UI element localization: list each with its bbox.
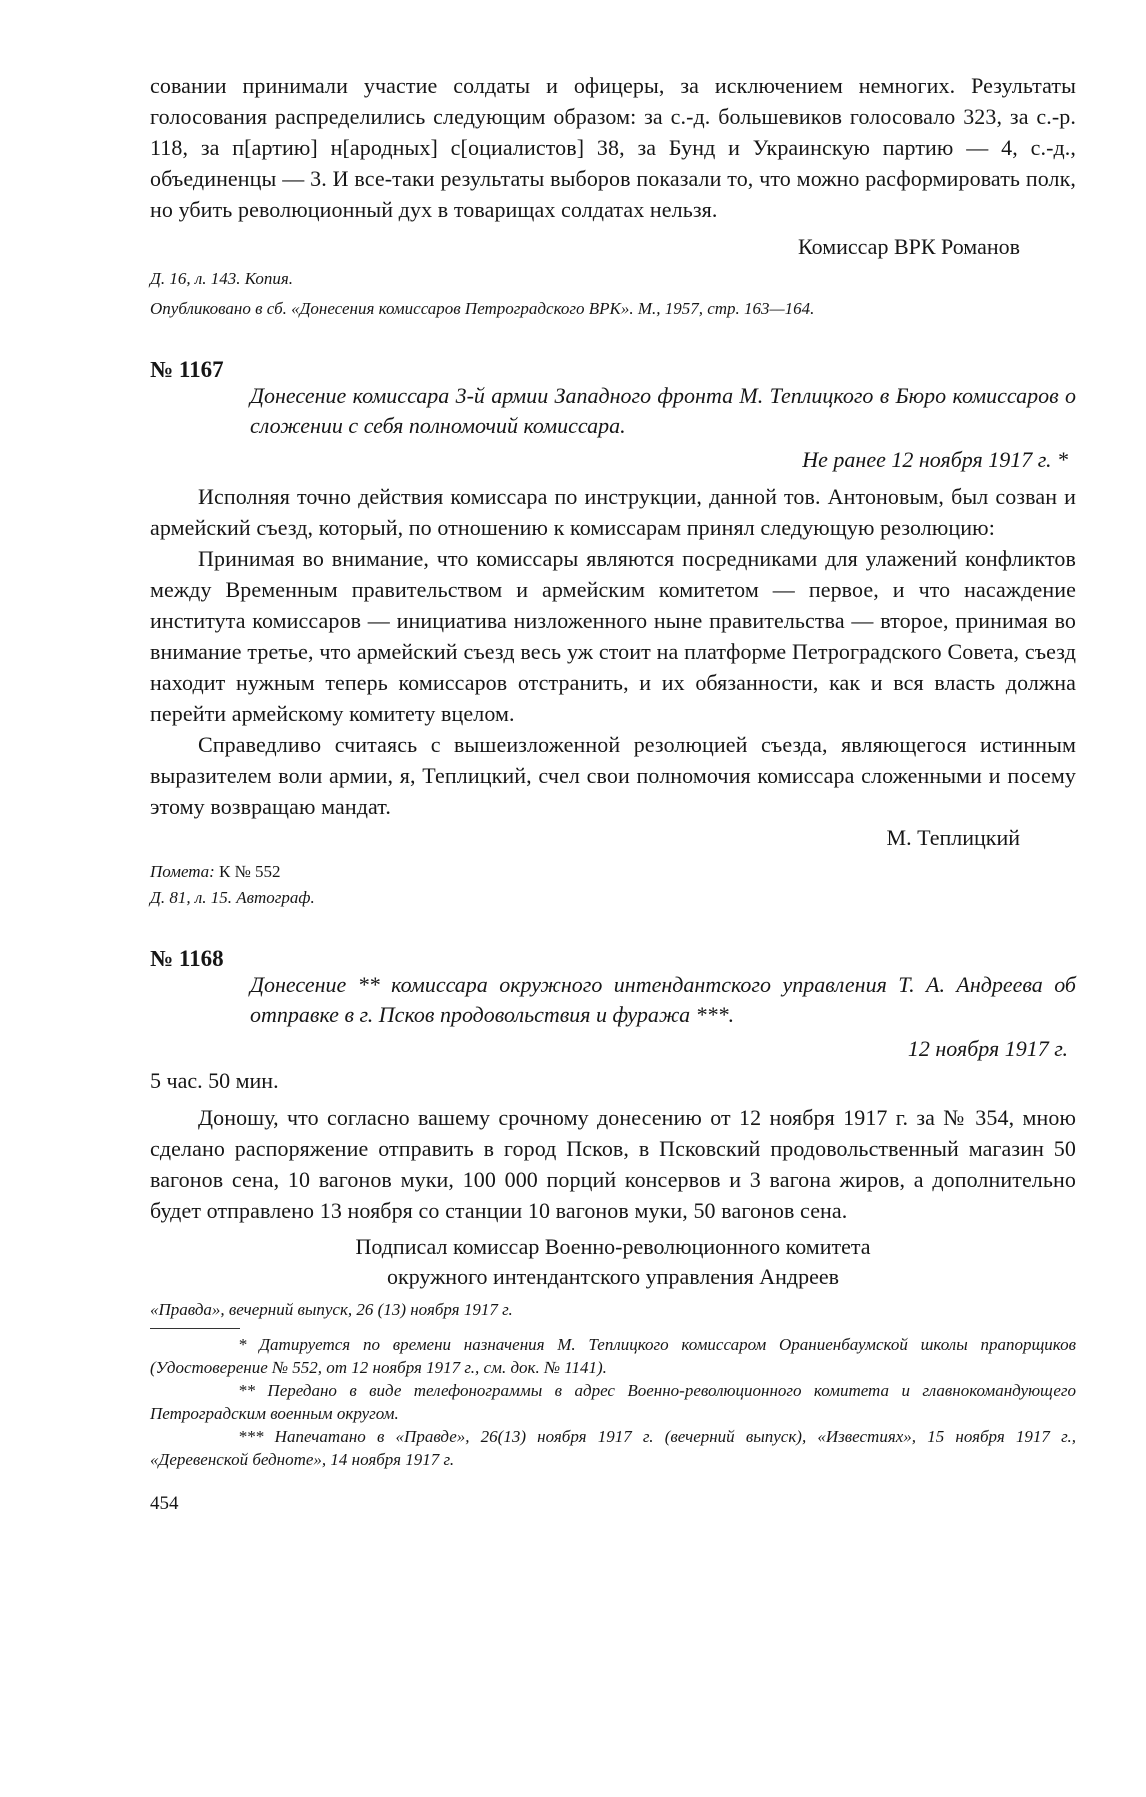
intro-paragraph: совании принимали участие солдаты и офицеры, за исключением немногих. Результаты голосования распределились следующим образом: за с.-д. большевиков голосовало 323, за с.-р. 118, за п[артию] н[ародных] с[оциалистов] 38, за Бунд и Украинскую партию — 4, с.-д., объединенцы — 3. И все-таки результаты выборов показали то, что можно расформировать полк, но убить революционный дух в товарищах солдатах нельзя. [150, 73, 1076, 222]
doc1167-mark [150, 860, 1076, 884]
document-title-1168: Донесение ** комиссара окружного интендантского управления Т. А. Андреева об отправке в г. Псков продовольствия и фуража ***. [250, 972, 1076, 1027]
footnote-1: * Датируется по времени назначения М. Теплицкого комиссаром Ораниенбаумской школы прапорщиков (Удостоверение № 552, от 12 ноября 1917 г., см. док. № 1141). [150, 1335, 1076, 1377]
intro-archive-ref: Д. 16, л. 143. Копия. [150, 269, 294, 288]
footnote-divider [150, 1328, 240, 1329]
text-column [150, 70, 1076, 1515]
doc1168-source: «Правда», вечерний выпуск, 26 (13) ноября 1917 г. [150, 1300, 513, 1319]
doc1167-archive-ref: Д. 81, л. 15. Автограф. [150, 888, 315, 907]
footnote-2: ** Передано в виде телефонограммы в адрес Военно-революционного комитета и главнокомандующего Петроградским военным округом. [150, 1381, 1076, 1423]
doc1168-time: 5 час. 50 мин. [150, 1068, 279, 1093]
document-number-1167: № 1167 [150, 357, 224, 382]
document-date-1167: Не ранее 12 ноября 1917 г. * [802, 447, 1068, 472]
intro-signature: Комиссар ВРК Романов [798, 234, 1020, 259]
doc1167-paragraph-2: Принимая во внимание, что комиссары являются посредниками для улажений конфликтов между Временным правительством и армейским комитетом — первое, и что насаждение института комиссаров — инициатива низложенного ныне правительства — второе, принимая во внимание третье, что армейский съезд весь уж стоит на платформе Петроградского Совета, съезд находит нужным теперь комиссаров отстранить, и их обязанности, как и вся власть должна перейти армейскому комитету вцелом. [150, 546, 1076, 726]
intro-publication-note: Опубликовано в сб. «Донесения комиссаров Петроградского ВРК». М., 1957, стр. 163—164. [150, 299, 815, 318]
doc1168-signed-block [150, 1232, 1076, 1292]
doc1167-mark-label: Пометa: [150, 862, 215, 881]
document-number-1168: № 1168 [150, 946, 224, 971]
page-number: 454 [150, 1493, 179, 1514]
doc1167-signature: М. Теплицкий [886, 825, 1020, 850]
document-date-1168: 12 ноября 1917 г. [907, 1036, 1068, 1061]
document-title-1167: Донесение комиссара 3-й армии Западного фронта М. Теплицкого в Бюро комиссаров о сложении с себя полномочий комиссара. [250, 383, 1076, 438]
doc1168-signed-line-2: окружного интендантского управления Андреев [387, 1264, 839, 1289]
doc1167-paragraph-3: Справедливо считаясь с вышеизложенной резолюцией съезда, являющегося истинным выразителем воли армии, я, Теплицкий, счел свои полномочия комиссара сложенными и посему этому возвращаю мандат. [150, 732, 1076, 819]
doc1167-mark-value: К № 552 [219, 862, 281, 881]
doc1168-signed-line-1: Подписал комиссар Военно-революционного комитета [355, 1234, 871, 1259]
doc1168-paragraph: Доношу, что согласно вашему срочному донесению от 12 ноября 1917 г. за № 354, мною сделано распоряжение отправить в город Псков, в Псковский продовольственный магазин 50 вагонов сена, 10 вагонов муки, 100 000 порций консервов и 3 вагона жиров, а дополнительно будет отправлено 13 ноября со станции 10 вагонов муки, 50 вагонов сена. [150, 1105, 1076, 1223]
footnote-3: *** Напечатано в «Правде», 26(13) ноября 1917 г. (вечерний выпуск), «Известиях», 15 ноября 1917 г., «Деревенской бедноте», 14 ноября 1917 г. [150, 1427, 1076, 1469]
doc1167-paragraph-1: Исполняя точно действия комиссара по инструкции, данной тов. Антоновым, был созван и армейский съезд, который, по отношению к комиссарам принял следующую резолюцию: [150, 484, 1076, 540]
